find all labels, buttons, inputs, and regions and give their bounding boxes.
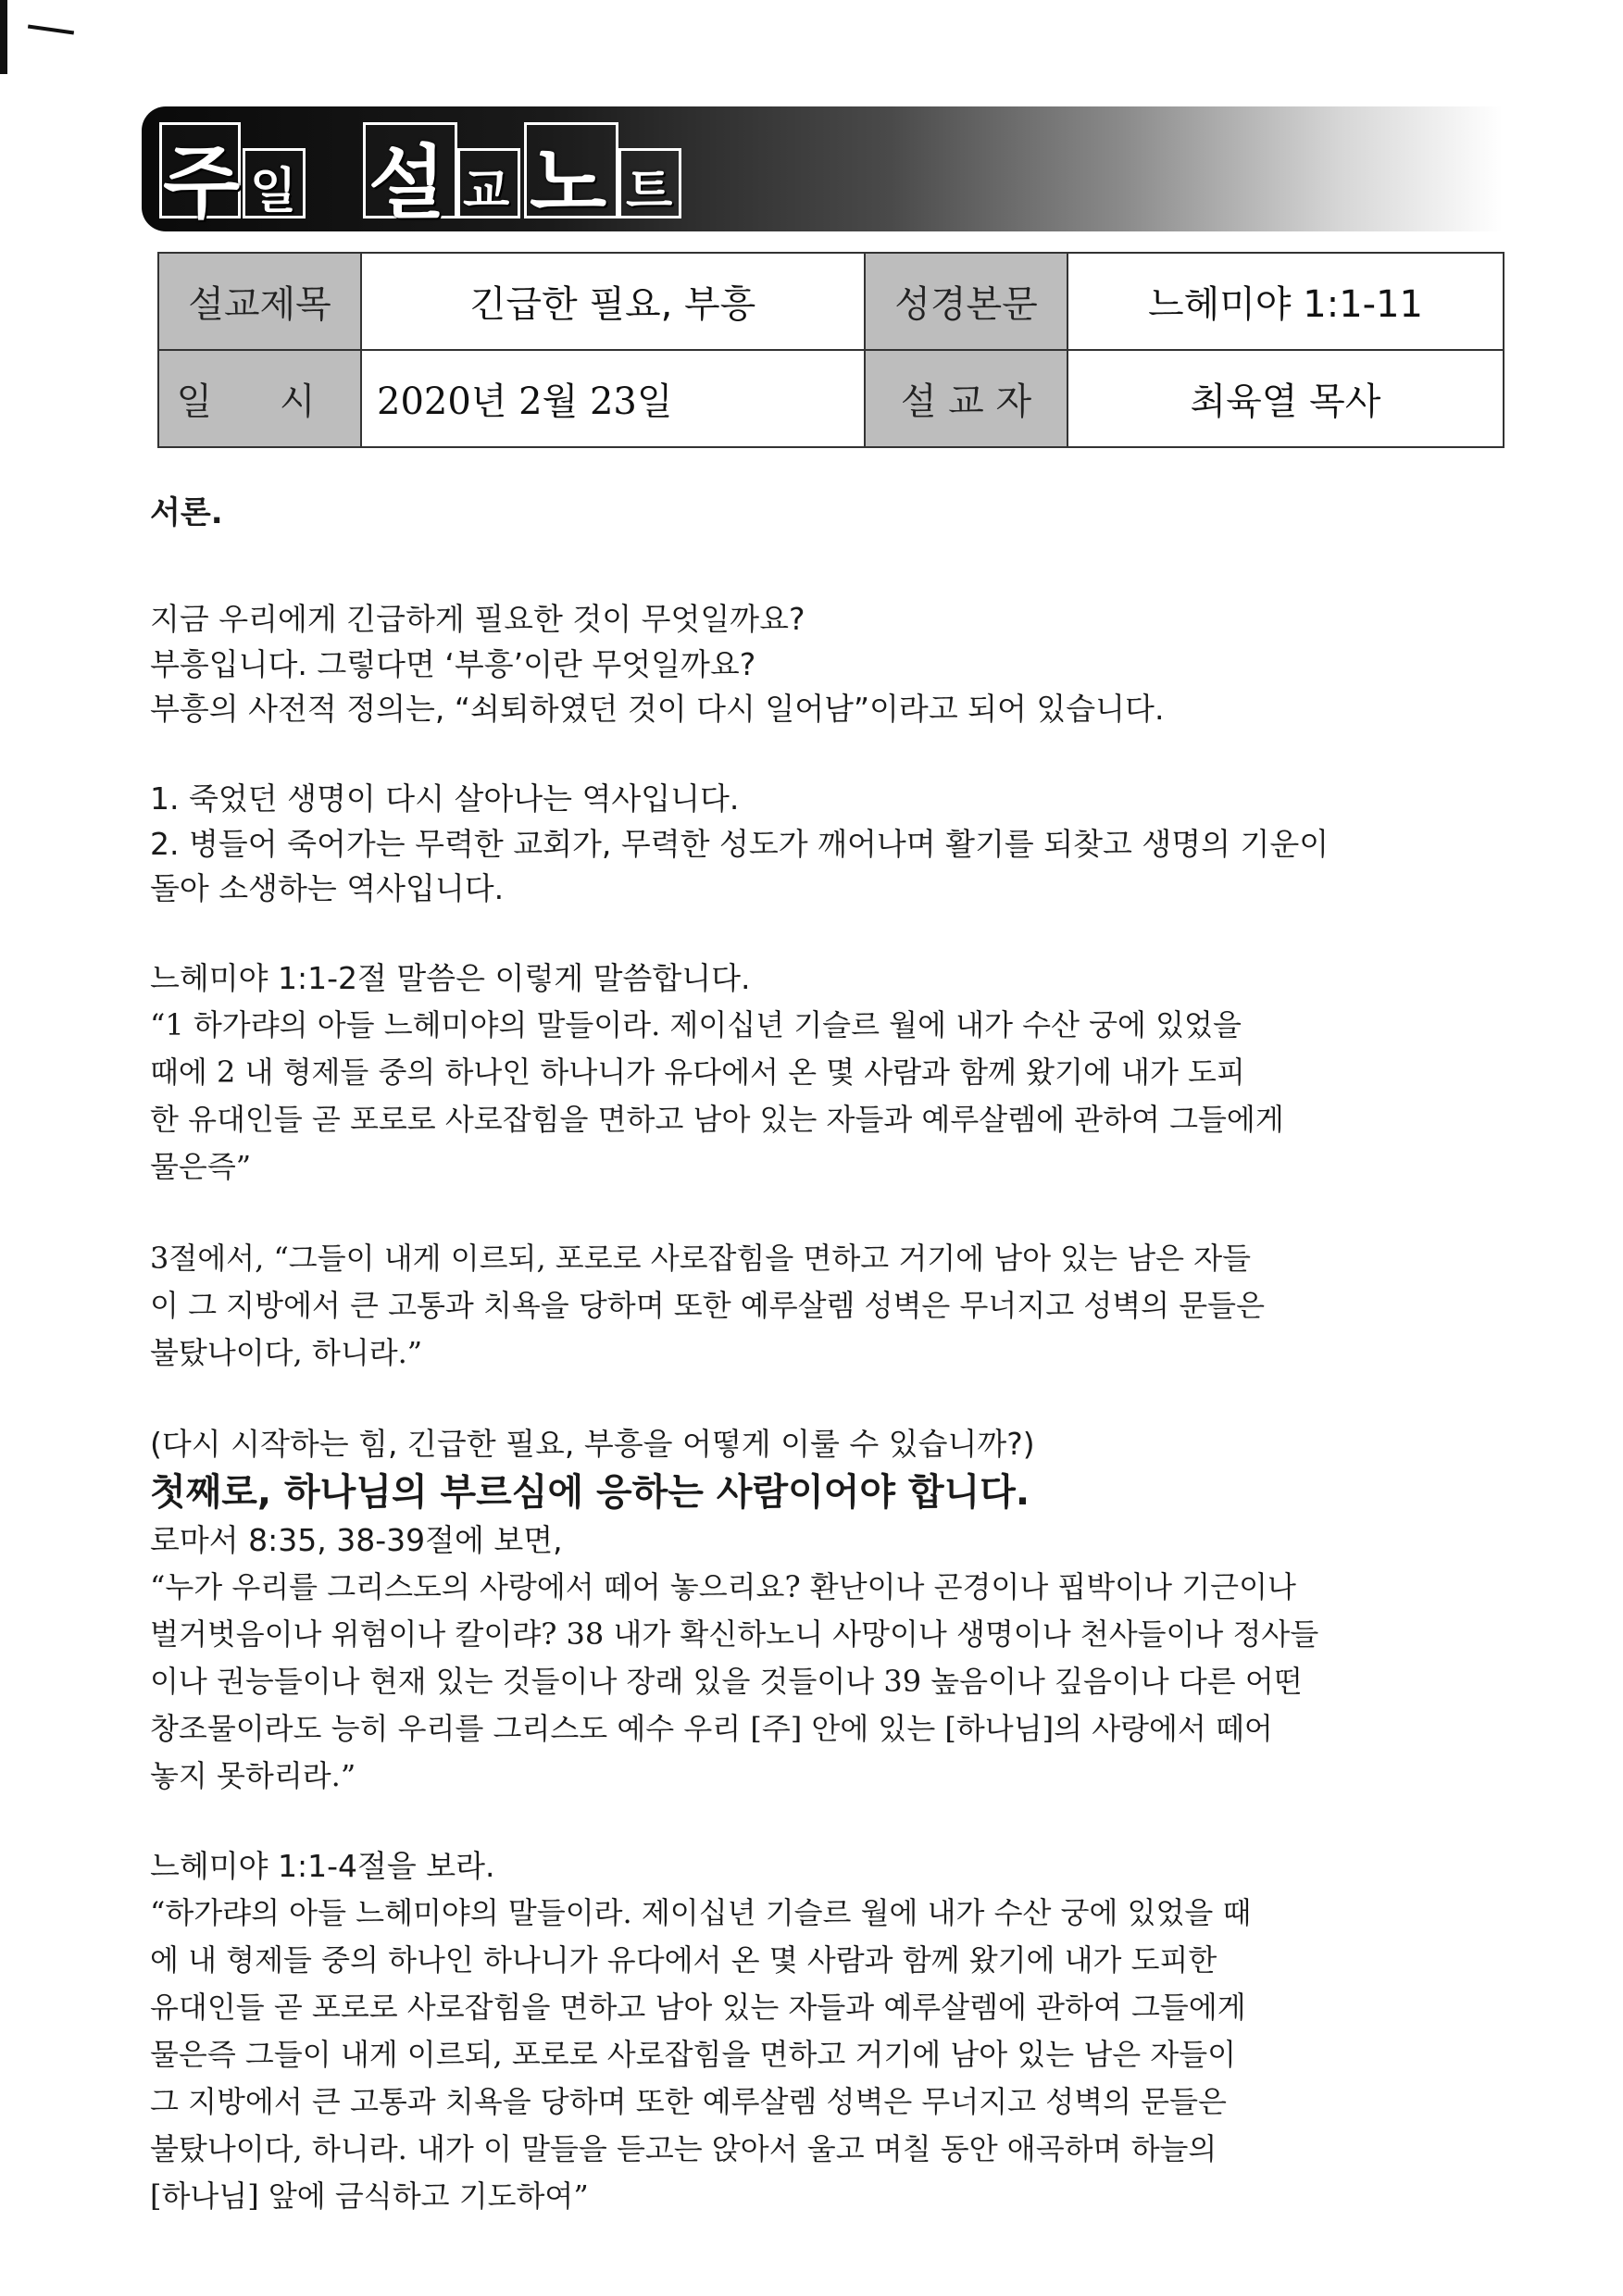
paragraph-line: 부흥입니다. 그렇다면 ‘부흥’이란 무엇일까요? xyxy=(150,645,756,682)
scripture-quote-line: 이 그 지방에서 큰 고통과 치욕을 당하며 또한 예루살렘 성벽은 무너지고 성벽의 문들은 xyxy=(150,1288,1265,1323)
section-heading: 첫째로, 하나님의 부르심에 응하는 사람이어야 합니다. xyxy=(150,1471,1030,1514)
title-char-1: 주 xyxy=(163,137,241,230)
list-item: 1. 죽었던 생명이 다시 살아나는 역사입니다. xyxy=(150,780,740,817)
label-scripture: 성경본문 xyxy=(865,253,1067,350)
sermon-info-table xyxy=(157,252,1504,448)
scripture-quote-line: 물은즉 그들이 내게 이르되, 포로로 사로잡힘을 면하고 거기에 남아 있는 남은 자들이 xyxy=(150,2036,1237,2072)
list-item: 2. 병들어 죽어가는 무력한 교회가, 무력한 성도가 깨어나며 활기를 되찾고 생명의 기운이 xyxy=(150,825,1330,862)
scripture-reference: 느헤미야 1:1-4절을 보라. xyxy=(150,1848,495,1884)
scripture-quote-line: 한 유대인들 곧 포로로 사로잡힘을 면하고 남아 있는 자들과 예루살렘에 관하여 그들에게 xyxy=(150,1101,1284,1137)
scripture-reference: 느헤미야 1:1-2절 말씀은 이렇게 말씀합니다. xyxy=(150,960,751,996)
info-row-2 xyxy=(158,350,1504,447)
scripture-quote-line: 창조물이라도 능히 우리를 그리스도 예수 우리 [주] 안에 있는 [하나님]의 사랑에서 떼어 xyxy=(150,1710,1273,1746)
scripture-quote-line: 3절에서, “그들이 내게 이르되, 포로로 사로잡힘을 면하고 거기에 남아 있는 남은 자들 xyxy=(150,1241,1252,1276)
binding-mark xyxy=(0,0,7,74)
scripture-quote-line: 불탔나이다, 하니라.” xyxy=(150,1335,423,1370)
label-preacher: 설 교 자 xyxy=(865,350,1067,447)
scripture-quote-line: 벌거벗음이나 위험이나 칼이랴? 38 내가 확신하노니 사망이나 생명이나 천사들이나 정사들 xyxy=(150,1616,1319,1652)
title-char-2: 일 xyxy=(250,164,297,219)
value-scripture: 느헤미야 1:1-11 xyxy=(1067,253,1504,350)
scripture-quote-line: 놓지 못하리라.” xyxy=(150,1757,356,1793)
value-date: 2020년 2월 23일 xyxy=(361,350,865,447)
scripture-quote-line: 때에 2 내 형제들 중의 하나인 하나니가 유다에서 온 몇 사람과 함께 왔기에 내가 도피 xyxy=(150,1054,1245,1090)
scripture-quote-line: 불탔나이다, 하니라. 내가 이 말들을 듣고는 앉아서 울고 며칠 동안 애곡하며 하늘의 xyxy=(150,2130,1217,2166)
title-char-4: 교 xyxy=(463,164,510,219)
scripture-quote-line: “하가랴의 아들 느헤미야의 말들이라. 제이십년 기슬르 월에 내가 수산 궁에 있었을 때 xyxy=(150,1894,1252,1930)
title-char-6: 트 xyxy=(626,164,673,219)
value-preacher: 최육열 목사 xyxy=(1067,350,1504,447)
scripture-quote-line: 이나 권능들이나 현재 있는 것들이나 장래 있을 것들이나 39 높음이나 깊음이나 다른 어떤 xyxy=(150,1663,1303,1699)
title-char-3: 설 xyxy=(368,137,446,230)
header-banner xyxy=(142,106,1503,231)
scripture-quote-line: 그 지방에서 큰 고통과 치욕을 당하며 또한 예루살렘 성벽은 무너지고 성벽의 문들은 xyxy=(150,2083,1227,2119)
question-line: (다시 시작하는 힘, 긴급한 필요, 부흥을 어떻게 이룰 수 있습니까?) xyxy=(150,1425,1035,1462)
sermon-body xyxy=(150,491,1511,2220)
paragraph-line: 지금 우리에게 긴급하게 필요한 것이 무엇일까요? xyxy=(150,601,805,637)
list-item: 돌아 소생하는 역사입니다. xyxy=(150,870,505,906)
value-sermon-title: 긴급한 필요, 부흥 xyxy=(361,253,865,350)
scripture-quote-line: [하나님] 앞에 금식하고 기도하여” xyxy=(150,2177,589,2214)
scripture-quote-line: 유대인들 곧 포로로 사로잡힘을 면하고 남아 있는 자들과 예루살렘에 관하여 그들에게 xyxy=(150,1989,1246,2025)
intro-heading: 서론. xyxy=(150,494,223,531)
paragraph-line: 부흥의 사전적 정의는, “쇠퇴하였던 것이 다시 일어남”이라고 되어 있습니다. xyxy=(150,691,1165,727)
scripture-quote-line: 에 내 형제들 중의 하나인 하나니가 유다에서 온 몇 사람과 함께 왔기에 내가 도피한 xyxy=(150,1941,1217,1978)
info-row-1 xyxy=(158,253,1504,350)
title-char-5: 노 xyxy=(530,137,607,230)
label-date: 일 시 xyxy=(158,350,361,447)
scripture-quote-line: “1 하가랴의 아들 느헤미야의 말들이라. 제이십년 기슬르 월에 내가 수산 궁에 있었을 xyxy=(150,1006,1242,1042)
scripture-quote-line: “누가 우리를 그리스도의 사랑에서 떼어 놓으리요? 환난이나 곤경이나 핍박이나 기근이나 xyxy=(150,1568,1296,1604)
scripture-reference: 로마서 8:35, 38-39절에 보면, xyxy=(150,1522,563,1558)
scripture-quote-line: 물은즉” xyxy=(150,1148,252,1184)
binding-mark-line xyxy=(28,25,74,35)
label-sermon-title: 설교제목 xyxy=(158,253,361,350)
